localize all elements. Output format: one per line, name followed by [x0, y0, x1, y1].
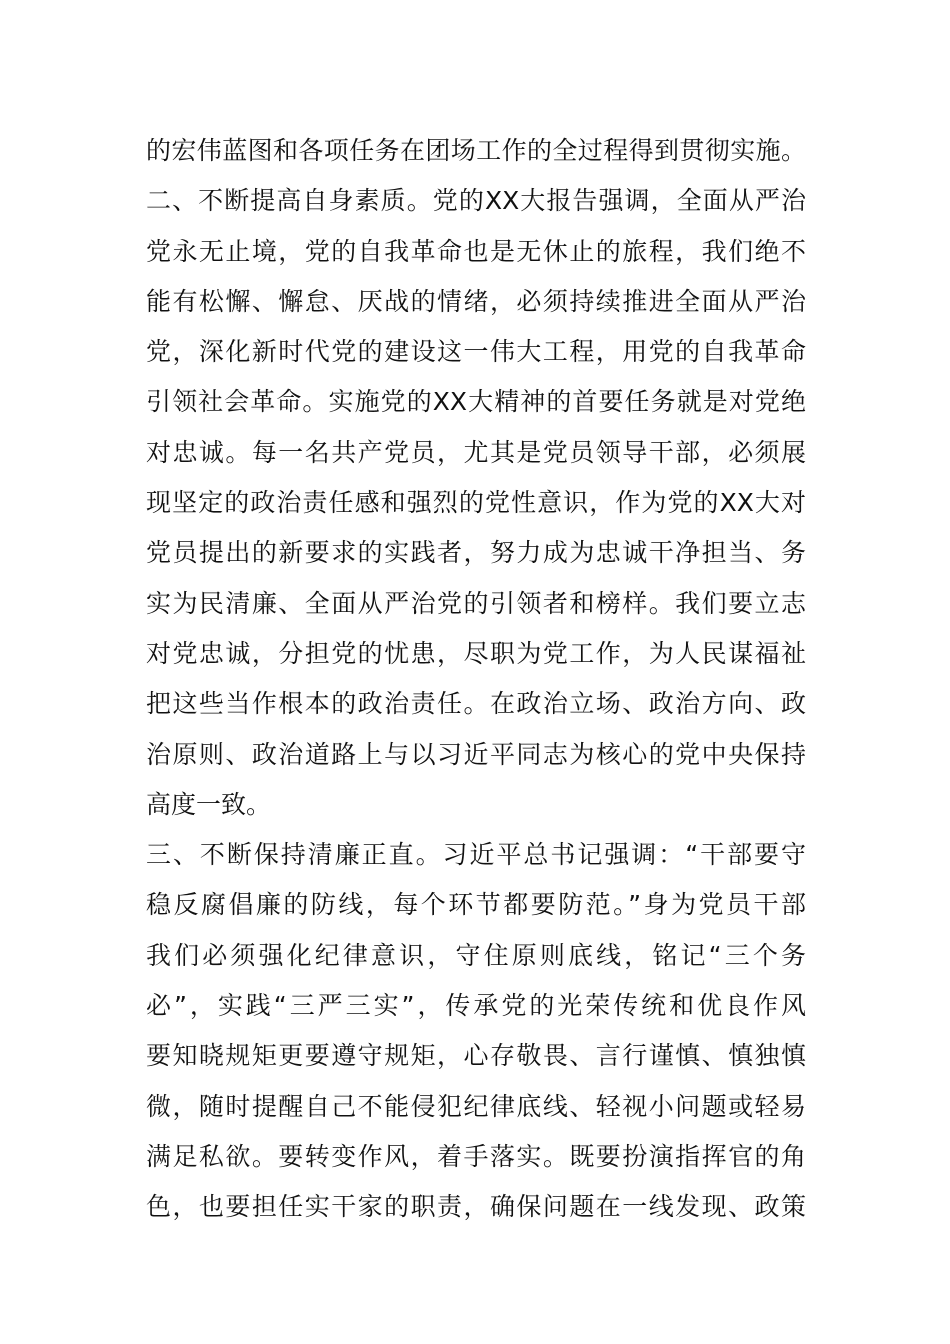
text-line: 党员提出的新要求的实践者，努力成为忠诚干净担当、务 — [146, 538, 806, 568]
text-line: 的宏伟蓝图和各项任务在团场工作的全过程得到贯彻实施。 — [146, 136, 806, 165]
text-line: 对党忠诚，分担党的忧患，尽职为党工作，为人民谋福祉 — [146, 638, 806, 668]
text-line: 满足私欲。要转变作风，着手落实。既要扮演指挥官的角 — [146, 1141, 806, 1171]
text-line: 把这些当作根本的政治责任。在政治立场、政治方向、政 — [146, 689, 806, 719]
text-line: 治原则、政治道路上与以习近平同志为核心的党中央保持 — [146, 739, 806, 769]
text-line: 必”，实践“三严三实”，传承党的光荣传统和优良作风 — [146, 991, 806, 1021]
text-line: 稳反腐倡廉的防线，每个环节都要防范。”身为党员干部 — [146, 890, 806, 920]
text-line: 要知晓规矩更要遵守规矩，心存敬畏、言行谨慎、慎独慎 — [146, 1041, 806, 1071]
text-line: 党永无止境，党的自我革命也是无休止的旅程，我们绝不 — [146, 236, 806, 266]
text-line: 对忠诚。每一名共产党员，尤其是党员领导干部，必须展 — [146, 437, 806, 467]
text-line: 现坚定的政治责任感和强烈的党性意识，作为党的XX大对 — [146, 488, 806, 518]
text-line: 实为民清廉、全面从严治党的引领者和榜样。我们要立志 — [146, 588, 806, 618]
text-line: 二、不断提高自身素质。党的XX大报告强调，全面从严治 — [146, 186, 806, 216]
text-line: 三、不断保持清廉正直。习近平总书记强调：“干部要守 — [146, 840, 806, 870]
text-line: 党，深化新时代党的建设这一伟大工程，用党的自我革命 — [146, 337, 806, 367]
text-line: 能有松懈、懈怠、厌战的情绪，必须持续推进全面从严治 — [146, 286, 806, 316]
text-line: 色，也要担任实干家的职责，确保问题在一线发现、政策 — [146, 1192, 806, 1222]
text-line: 高度一致。 — [146, 789, 272, 819]
text-line: 引领社会革命。实施党的XX大精神的首要任务就是对党绝 — [146, 387, 806, 417]
text-line: 微，随时提醒自己不能侵犯纪律底线、轻视小问题或轻易 — [146, 1091, 806, 1121]
text-line: 我们必须强化纪律意识，守住原则底线，铭记“三个务 — [146, 940, 806, 970]
body-text — [146, 126, 806, 1233]
